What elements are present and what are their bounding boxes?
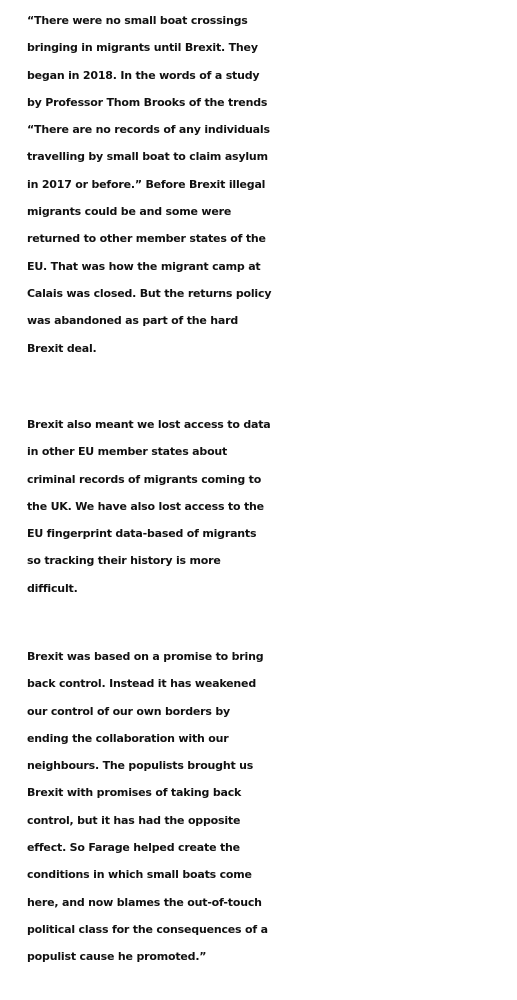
text-line: began in 2018. In the words of a study	[27, 68, 260, 82]
text-line: “There are no records of any individuals	[27, 123, 270, 137]
text-line: “There were no small boat crossings	[27, 14, 248, 27]
text-line: returned to other member states of the	[27, 232, 266, 246]
text-line: EU fingerprint data-based of migrants	[27, 527, 257, 541]
text-line: populist cause he promoted.”	[27, 950, 207, 964]
text-line: difficult.	[27, 581, 78, 595]
text-line: Brexit also meant we lost access to data	[27, 418, 271, 431]
text-line: ending the collaboration with our	[27, 731, 229, 745]
text-line: in other EU member states about	[27, 445, 228, 459]
paragraph-2	[27, 411, 517, 602]
text-line: Brexit was based on a promise to bring	[27, 650, 264, 663]
text-line: neighbours. The populists brought us	[27, 759, 254, 773]
text-line: the UK. We have also lost access to the	[27, 499, 264, 513]
text-line: bringing in migrants until Brexit. They	[27, 41, 258, 55]
text-line: migrants could be and some were	[27, 205, 232, 219]
text-line: Brexit deal.	[27, 341, 97, 355]
text-line: travelling by small boat to claim asylum	[27, 150, 268, 164]
text-line: here, and now blames the out-of-touch	[27, 895, 262, 909]
text-line: Calais was closed. But the returns policy	[27, 286, 272, 300]
paragraph-1	[27, 7, 517, 362]
text-line: our control of our own borders by	[27, 704, 231, 718]
paragraph-3	[27, 643, 517, 971]
text-line: in 2017 or before.” Before Brexit illegal	[27, 177, 266, 191]
text-line: control, but it has had the opposite	[27, 813, 241, 827]
text-line: effect. So Farage helped create the	[27, 841, 240, 855]
text-line: back control. Instead it has weakened	[27, 677, 256, 691]
text-line: political class for the consequences of a	[27, 922, 268, 936]
text-line: EU. That was how the migrant camp at	[27, 259, 261, 273]
text-line: Brexit with promises of taking back	[27, 786, 242, 800]
text-line: conditions in which small boats come	[27, 868, 252, 882]
text-line: was abandoned as part of the hard	[27, 314, 239, 328]
text-line: by Professor Thom Brooks of the trends	[27, 95, 268, 109]
text-line: so tracking their history is more	[27, 554, 221, 568]
text-line: criminal records of migrants coming to	[27, 472, 262, 486]
